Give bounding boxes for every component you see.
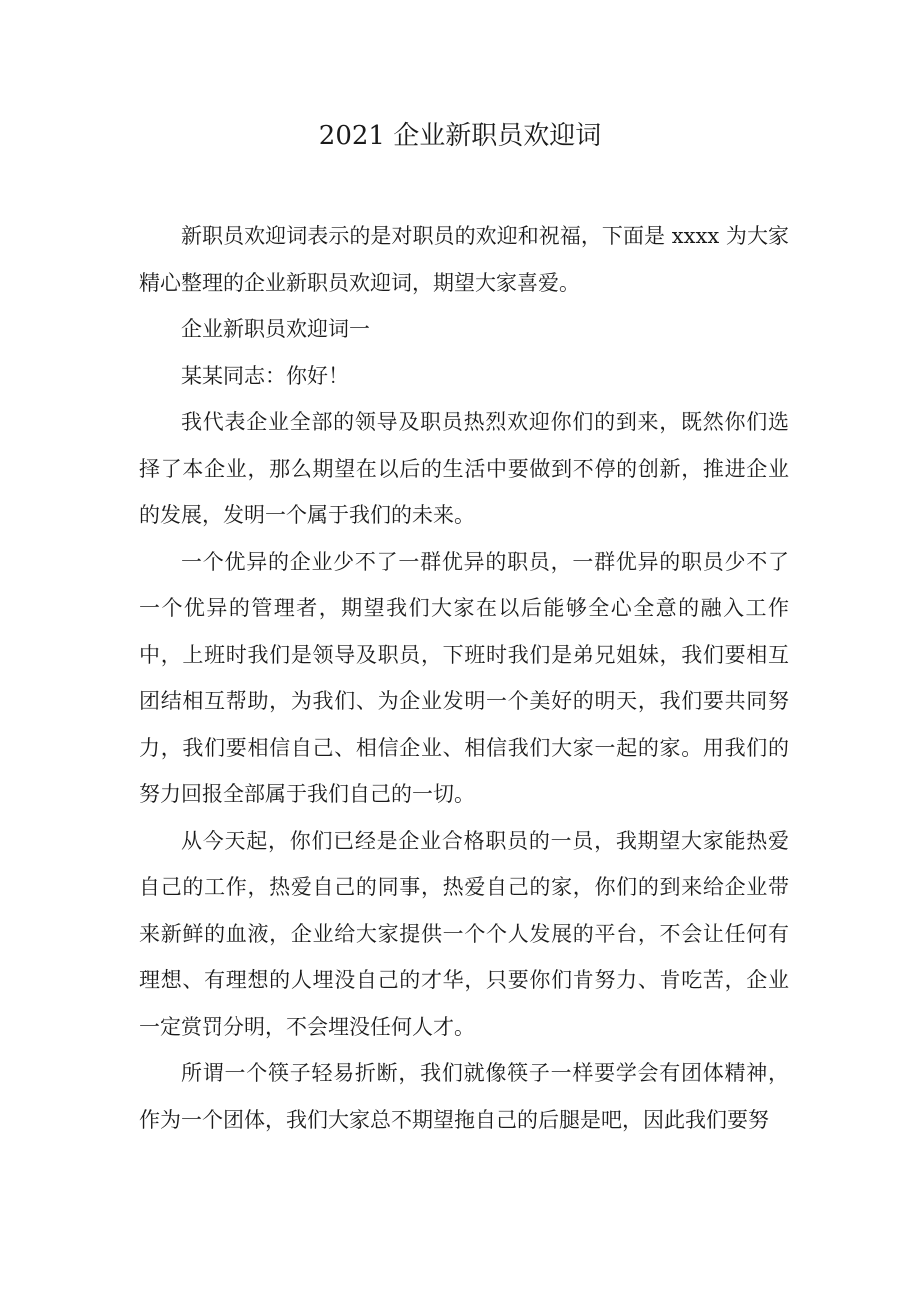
document-body [139,213,789,1143]
paragraph-section-heading: 企业新职员欢迎词一 [181,317,370,341]
paragraph-team: 一个优异的企业少不了一群优异的职员，一群优异的职员少不了一个优异的管理者，期望我们大家在以后能够全心全意的融入工作中，上班时我们是领导及职员，下班时我们是弟兄姐妹，我们要相互团结相互帮助，为我们、为企业发明一个美好的明天，我们要共同努力，我们要相信自己、相信企业、相信我们大家一起的家。用我们的努力回报全部属于我们自己的一切。 [139,549,789,806]
paragraph-chopsticks: 所谓一个筷子轻易折断，我们就像筷子一样要学会有团体精神，作为一个团体，我们大家总不期望拖自己的后腿是吧，因此我们要努 [139,1061,789,1132]
document-title: 2021 企业新职员欢迎词 [318,121,602,151]
paragraph-from-today: 从今天起，你们已经是企业合格职员的一员，我期望大家能热爱自己的工作，热爱自己的同事，热爱自己的家，你们的到来给企业带来新鲜的血液，企业给大家提供一个个人发展的平台，不会让任何有理想、有理想的人埋没自己的才华，只要你们肯努力、肯吃苦，企业一定赏罚分明，不会埋没任何人才。 [139,828,789,1039]
paragraph-welcome: 我代表企业全部的领导及职员热烈欢迎你们的到来，既然你们选择了本企业，那么期望在以后的生活中要做到不停的创新，推进企业的发展，发明一个属于我们的未来。 [139,410,789,527]
paragraph-intro: 新职员欢迎词表示的是对职员的欢迎和祝福，下面是 xxxx 为大家精心整理的企业新职员欢迎词，期望大家喜爱。 [139,224,789,295]
paragraph-salutation: 某某同志：你好！ [181,363,349,388]
